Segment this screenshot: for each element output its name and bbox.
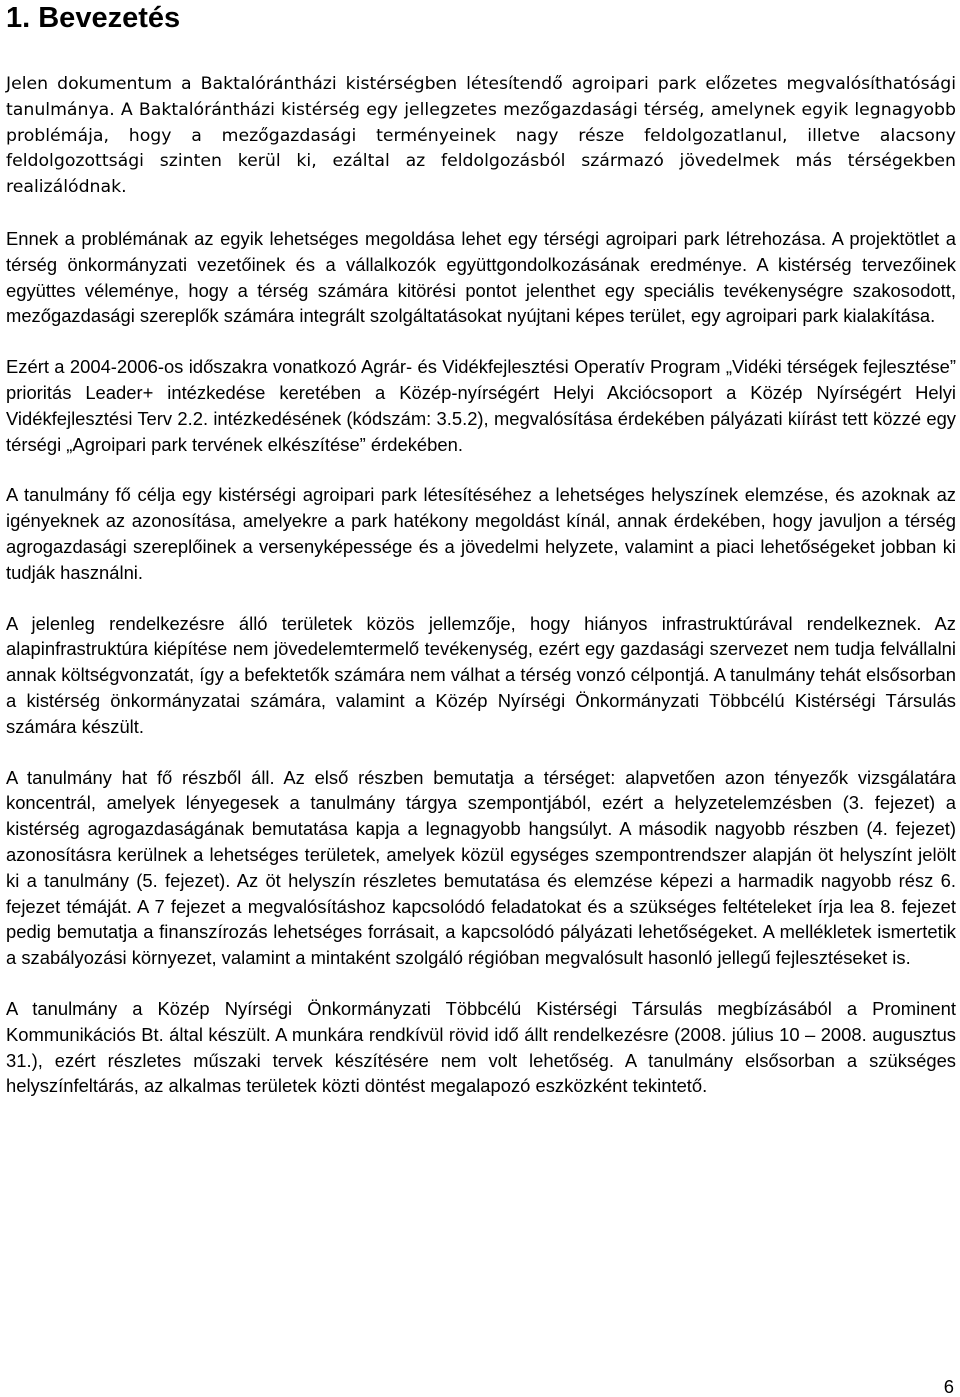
paragraph-intro: Jelen dokumentum a Baktalórántházi kistérségben létesítendő agroipari park előzetes megvalósíthatósági tanulmánya. A Baktalórántházi kistérség egy jellegzetes mezőgazdasági térség, amelynek egyik legnagyobb problémája, hogy a mezőgazdasági terményeinek nagy része feldolgozatlanul, illetve alacsony feldolgozottsági szinten kerül ki, ezáltal az feldolgozásból származó jövedelmek más térségekben realizálódnak. — [6, 74, 956, 198]
paragraph-program-background: Ezért a 2004-2006-os időszakra vonatkozó Agrár- és Vidékfejlesztési Operatív Program „Vidéki térségek fejlesztése” prioritás Leader+ intézkedése keretében a Közép-nyírségért Helyi Akciócsoport a Közép Nyírségért Helyi Vidékfejlesztési Terv 2.2. intézkedésének (kódszám: 3.5.2), megvalósítása érdekében pályázati kiírást tett közzé egy térségi „Agroipari park tervének elkészítése” érdekében. — [6, 356, 956, 455]
paragraph-study-goal: A tanulmány fő célja egy kistérségi agroipari park létesítéséhez a lehetséges helyszínek elemzése, és azoknak az igényeknek az azonosítása, amelyekre a park hatékony megoldást kínál, annak érdekében, hogy javuljon a térség agrogazdasági szereplőinek a versenyképessége és a jövedelmi helyzete, valamint a piaci lehetőségeket jobban ki tudják használni. — [6, 484, 956, 583]
section-heading: 1. Bevezetés — [6, 2, 181, 34]
paragraph-problem-solution: Ennek a problémának az egyik lehetséges megoldása lehet egy térségi agroipari park létrehozása. A projektötlet a térség önkormányzati vezetőinek és a vállalkozók együttgondolkozásának eredménye. A kistérség tervezőinek együttes véleménye, hogy a térség számára kitörési pontot jelenthet egy speciális tevékenységre szakosodott, mezőgazdasági szereplők számára integrált szolgáltatásokat nyújtani képes terület, egy agroipari park kialakítása. — [6, 227, 956, 327]
page-number: 6 — [943, 1376, 954, 1397]
paragraph-authorship: A tanulmány a Közép Nyírségi Önkormányzati Többcélú Kistérségi Társulás megbízásából a Prominent Kommunikációs Bt. által készült. A munkára rendkívül rövid idő állt rendelkezésre (2008. július 10 – 2008. augusztus 31.), ezért részletes műszaki tervek készítésére nem volt lehetőség. A tanulmány elsősorban a szükséges helyszínfeltárás, az alkalmas területek közti döntést megalapozó eszközként tekintető. — [6, 997, 956, 1097]
document-page — [6, 0, 956, 1099]
paragraph-infrastructure: A jelenleg rendelkezésre álló területek közös jellemzője, hogy hiányos infrastruktúrával rendelkeznek. Az alapinfrastruktúra kiépítése nem jövedelemtermelő tevékenység, ezért egy gazdasági szervezet nem tudja felvállalni annak költségvonzatát, így a befektetők számára nem válhat a térség vonzó célpontjá. A tanulmány tehát elsősorban a kistérség önkormányzatai számára, valamint a Közép Nyírségi Önkormányzati Többcélú Kistérségi Társulás számára készült. — [6, 612, 956, 737]
paragraph-study-structure: A tanulmány hat fő részből áll. Az első részben bemutatja a térséget: alapvetően azon tényezők vizsgálatára koncentrál, amelyek lényegesek a tanulmány tárgya szempontjából, ezért a helyzetelemzésben (3. fejezet) a kistérség agrogazdaságának bemutatása kapja a legnagyobb hangsúlyt. A második nagyobb részben (4. fejezet) azonosításra kerülnek a lehetséges területek, amelyek közül egységes szempontrendszer alapján öt helyszínt jelölt ki a tanulmány (5. fejezet). Az öt helyszín részletes bemutatása és elemzése képezi a harmadik nagyobb rész 6. fejezet témáját. A 7 fejezet a megvalósításhoz kapcsolódó feladatokat és a szükséges feltételeket írja lea 8. fejezet pedig bemutatja a finanszírozás lehetséges forrásait, a kapcsolódó pályázati lehetőségeket. A mellékletek ismertetik a szabályozási környezet, valamint a mintaként szolgáló régióban megvalósult hasonló jellegű fejlesztéseket is. — [6, 766, 956, 969]
